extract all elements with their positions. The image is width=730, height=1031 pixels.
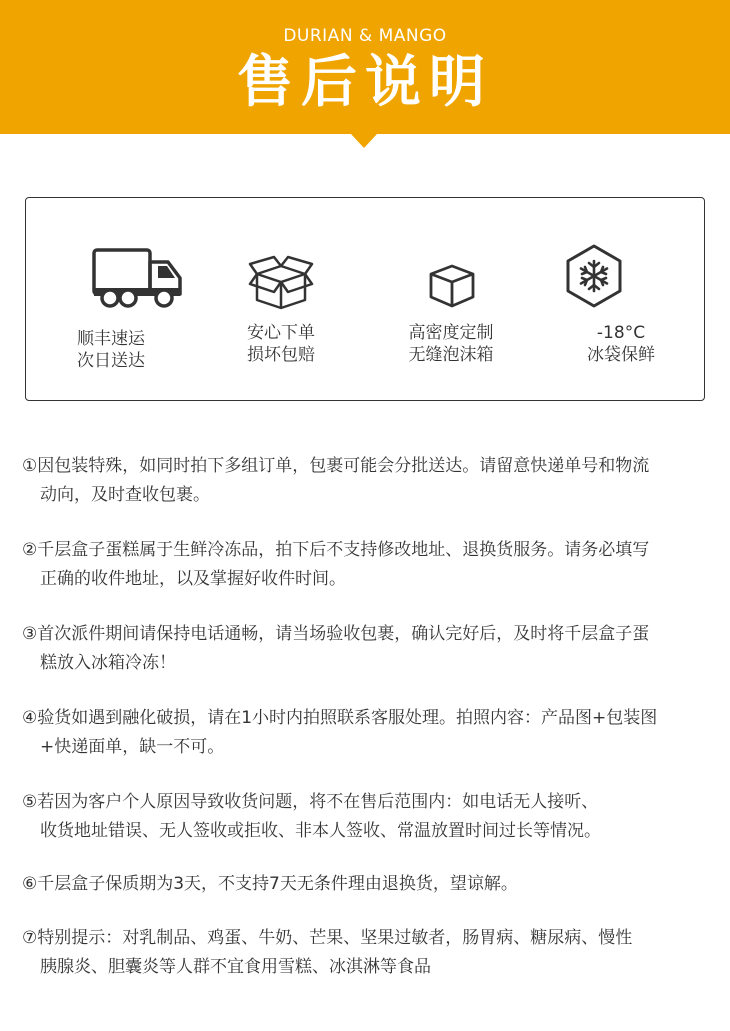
note-line: +快递面单，缺一不可。	[40, 737, 225, 757]
feature-cold-chain	[536, 198, 706, 402]
note-line: 糕放入冰箱冷冻！	[40, 653, 176, 673]
note-line: 动向，及时查收包裹。	[40, 485, 210, 505]
note-item	[22, 788, 712, 846]
note-item	[22, 704, 712, 762]
header-subtitle: DURIAN & MANGO	[283, 26, 447, 46]
open-box-icon	[248, 254, 314, 310]
note-line: ④验货如遇到融化破损，请在1小时内拍照联系客服处理。拍照内容：产品图+包装图	[22, 708, 658, 728]
feature-label-line1: 高密度定制	[408, 323, 494, 343]
note-line: ⑥千层盒子保质期为3天，不支持7天无条件理由退换货，望谅解。	[22, 874, 518, 894]
features-box	[25, 197, 705, 401]
note-item	[22, 924, 712, 982]
delivery-truck-icon	[92, 248, 184, 310]
snowflake-hexagon-icon	[565, 244, 623, 308]
feature-delivery	[26, 198, 196, 402]
feature-packaging	[366, 198, 536, 402]
note-item	[22, 536, 712, 594]
feature-guarantee	[196, 198, 366, 402]
note-line: 收货地址错误、无人签收或拒收、非本人签收、常温放置时间过长等情况。	[40, 821, 601, 841]
feature-label-line2: 次日送达	[77, 351, 145, 371]
note-item	[22, 452, 712, 510]
feature-label-line2: 冰袋保鲜	[587, 345, 655, 365]
banner-pointer-arrow	[351, 134, 377, 148]
note-line: ⑤若因为客户个人原因导致收货问题，将不在售后范围内：如电话无人接听、	[22, 792, 599, 812]
note-line: ③首次派件期间请保持电话通畅，请当场验收包裹，确认完好后，及时将千层盒子蛋	[22, 624, 650, 644]
note-item	[22, 870, 712, 899]
header-banner	[0, 0, 730, 134]
header-title: 售后说明	[237, 50, 493, 115]
note-line: 正确的收件地址，以及掌握好收件时间。	[40, 569, 346, 589]
note-line: ①因包装特殊，如同时拍下多组订单，包裹可能会分批送达。请留意快递单号和物流	[22, 456, 650, 476]
feature-label-line2: 损坏包赔	[247, 345, 315, 365]
note-line: ②千层盒子蛋糕属于生鲜冷冻品，拍下后不支持修改地址、退换货服务。请务必填写	[22, 540, 650, 560]
feature-label-line1: -18°C	[596, 323, 646, 343]
feature-label-line2: 无缝泡沫箱	[408, 345, 494, 365]
feature-label-line1: 安心下单	[247, 323, 315, 343]
foam-box-icon	[428, 264, 476, 308]
note-line: 胰腺炎、胆囊炎等人群不宜食用雪糕、冰淇淋等食品	[40, 957, 431, 977]
note-line: ⑦特别提示：对乳制品、鸡蛋、牛奶、芒果、坚果过敏者，肠胃病、糖尿病、慢性	[22, 928, 633, 948]
note-item	[22, 620, 712, 678]
feature-label-line1: 顺丰速运	[77, 329, 145, 349]
